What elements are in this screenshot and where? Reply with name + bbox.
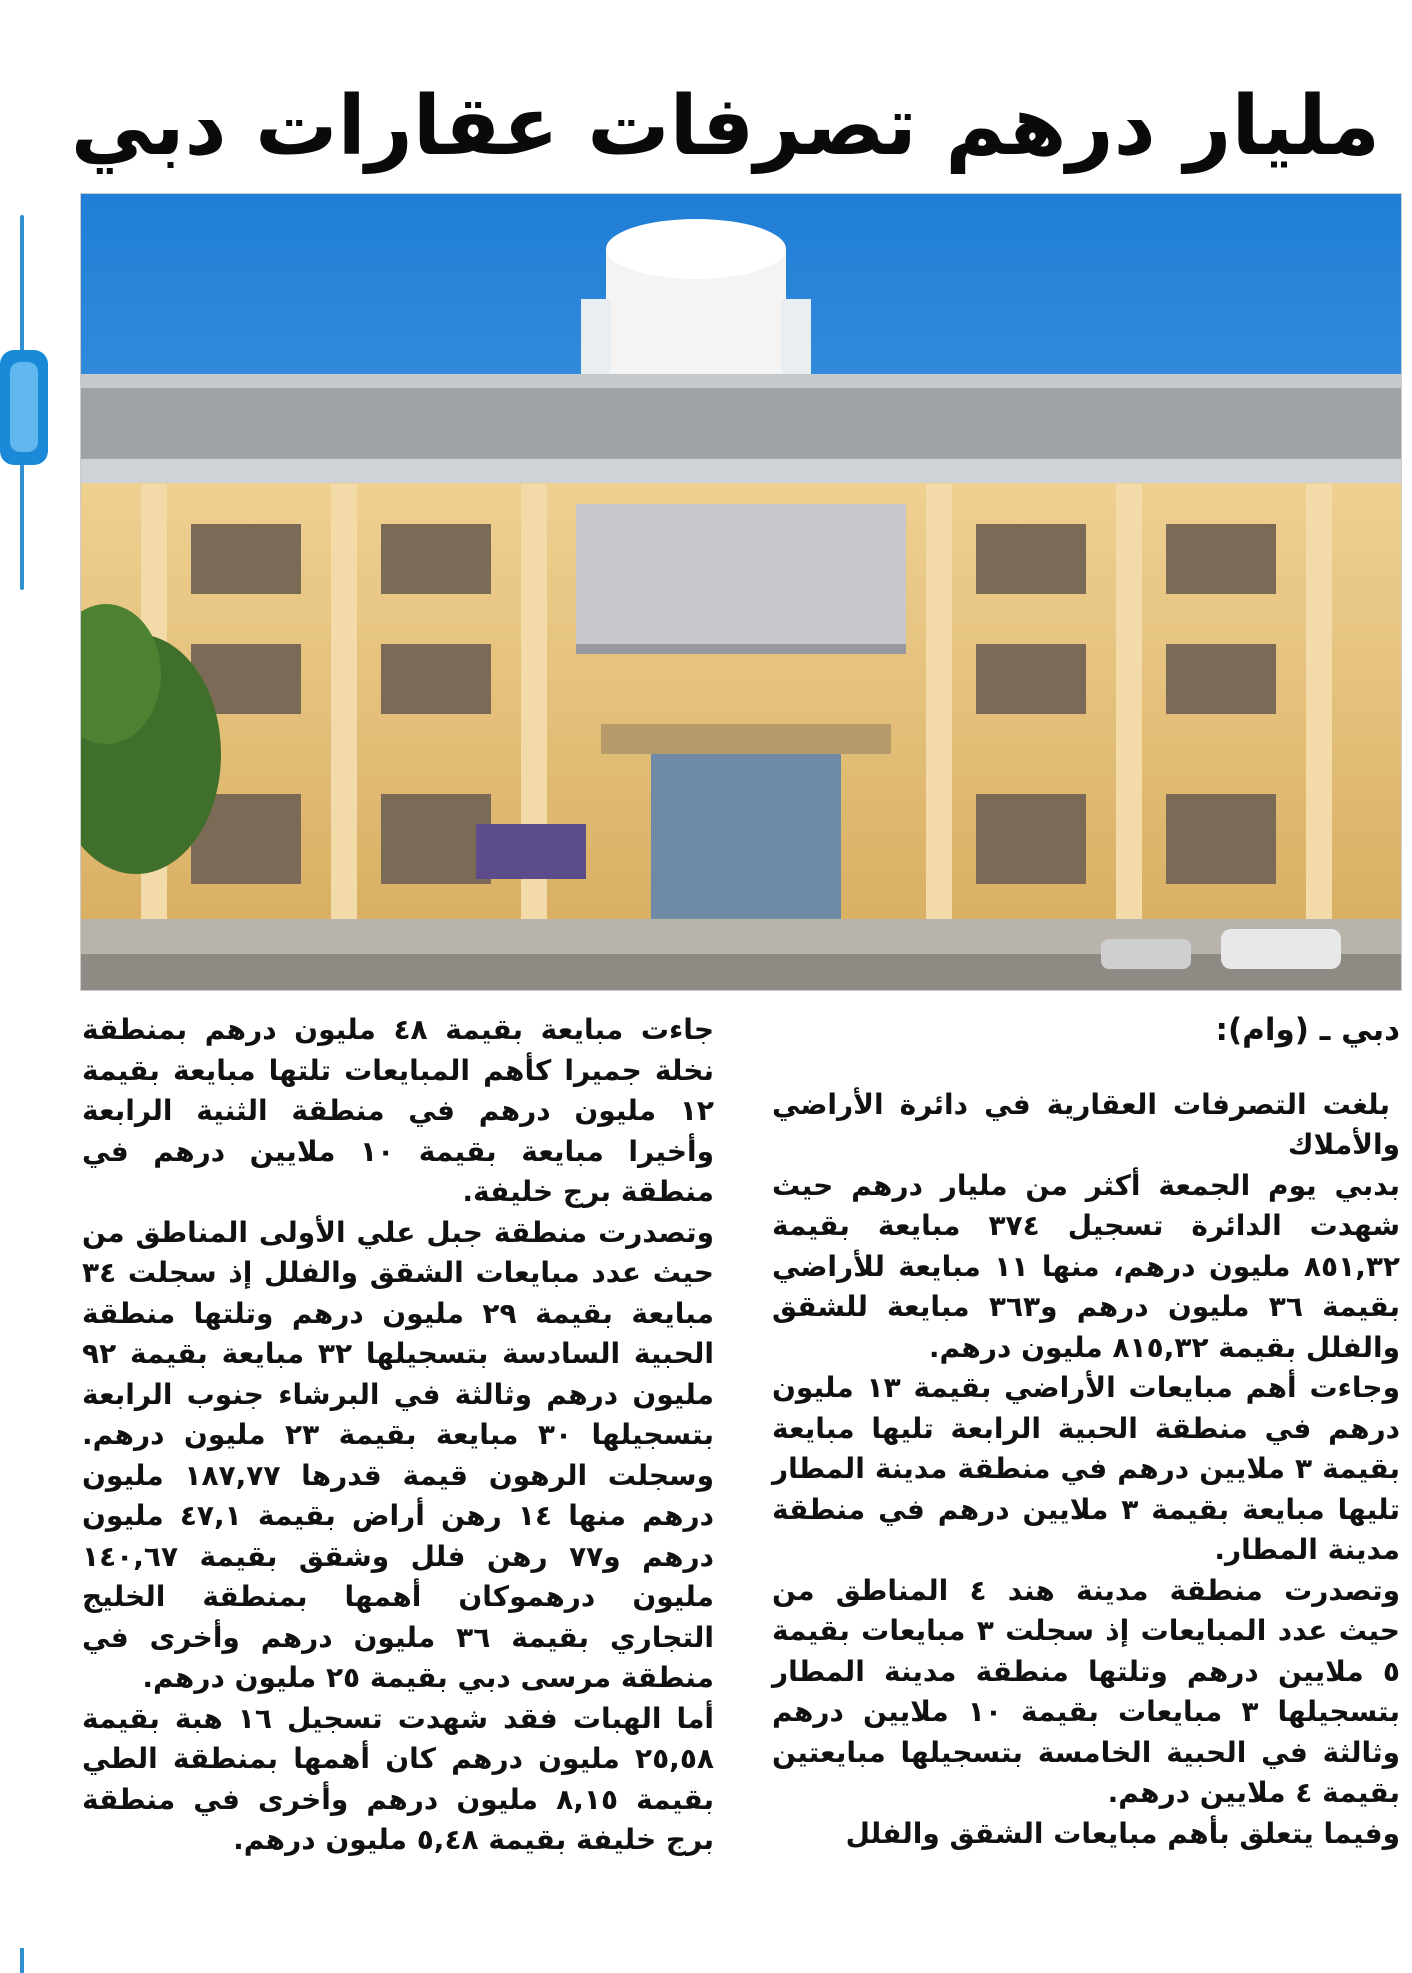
- article-photo: [80, 193, 1402, 991]
- dateline: دبي ـ (وام):: [1215, 1012, 1400, 1048]
- paragraph: وتصدرت منطقة مدينة هند ٤ المناطق من حيث عدد المبايعات إذ سجلت ٣ مبايعات بقيمة ٥ ملايين درهم وتلتها منطقة مدينة المطار بتسجيلها ٣ مبايعات بقيمة ١٠ ملايين درهم وثالثة في الحبية الخامسة بتسجيلها مبايعتين بقيمة ٤ ملايين درهم.: [772, 1573, 1401, 1809]
- paragraph: وجاءت أهم مبايعات الأراضي بقيمة ١٣ مليون درهم في منطقة الحبية الرابعة تليها مبايعة بقيمة ٣ ملايين درهم في منطقة مدينة المطار تليها مبايعة بقيمة ٣ ملايين درهم في منطقة مدينة المطار.: [772, 1371, 1400, 1566]
- paragraph: جاءت مبايعة بقيمة ٤٨ مليون درهم بمنطقة نخلة جميرا كأهم المبايعات تلتها مبايعة بقيمة ١٢ مليون درهم في منطقة الثنية الرابعة وأخيرا مبايعة بقيمة ١٠ ملايين درهم في منطقة برج خليفة.: [82, 1013, 714, 1208]
- margin-accent-rule-bottom: [20, 1948, 24, 1973]
- paragraph: وفيما يتعلق بأهم مبايعات الشقق والفلل: [845, 1816, 1400, 1850]
- page-tab-marker: [0, 350, 48, 465]
- building-photo: [81, 194, 1401, 990]
- paragraph: أما الهبات فقد شهدت تسجيل ١٦ هبة بقيمة ٢٥,٥٨ مليون درهم كان أهمها بمنطقة الطي بقيمة ٨,١٥ مليون درهم وأخرى في منطقة برج خليفة بقيمة ٥,٤٨ مليون درهم.: [82, 1701, 714, 1856]
- paragraph: بلغت التصرفات العقارية في دائرة الأراضي والأملاك: [772, 1087, 1400, 1161]
- article-column-left: [82, 1010, 714, 1861]
- article-headline: مليار درهم تصرفات عقارات دبي: [70, 79, 1380, 174]
- paragraph: وتصدرت منطقة جبل علي الأولى المناطق من حيث عدد مبايعات الشقق والفلل إذ سجلت ٣٤ مبايعة بقيمة ٢٩ مليون درهم وتلتها منطقة الحبية السادسة بتسجيلها ٣٢ مبايعة بقيمة ٩٢ مليون درهم وثالثة في البرشاء جنوب الرابعة بتسجيلها ٣٠ مبايعة بقيمة ٢٣ مليون درهم. وسجلت الرهون قيمة قدرها ١٨٧,٧٧ مليون درهم منها ١٤ رهن أراض بقيمة ٤٧,١ مليون درهم و٧٧ رهن فلل وشقق بقيمة ١٤٠,٦٧ مليون درهموكان أهمها بمنطقة الخليج التجاري بقيمة ٣٦ مليون درهم وأخرى في منطقة مرسى دبي بقيمة ٢٥ مليون درهم.: [82, 1215, 715, 1694]
- article-column-right: [772, 1010, 1400, 1854]
- paragraph: بدبي يوم الجمعة أكثر من مليار درهم حيث شهدت الدائرة تسجيل ٣٧٤ مبايعة بقيمة ٨٥١,٣٢ مليون درهم، منها ١١ مبايعة للأراضي بقيمة ٣٦ مليون درهم و٣٦٣ مبايعة للشقق والفلل بقيمة ٨١٥,٣٢ مليون درهم.: [772, 1168, 1401, 1364]
